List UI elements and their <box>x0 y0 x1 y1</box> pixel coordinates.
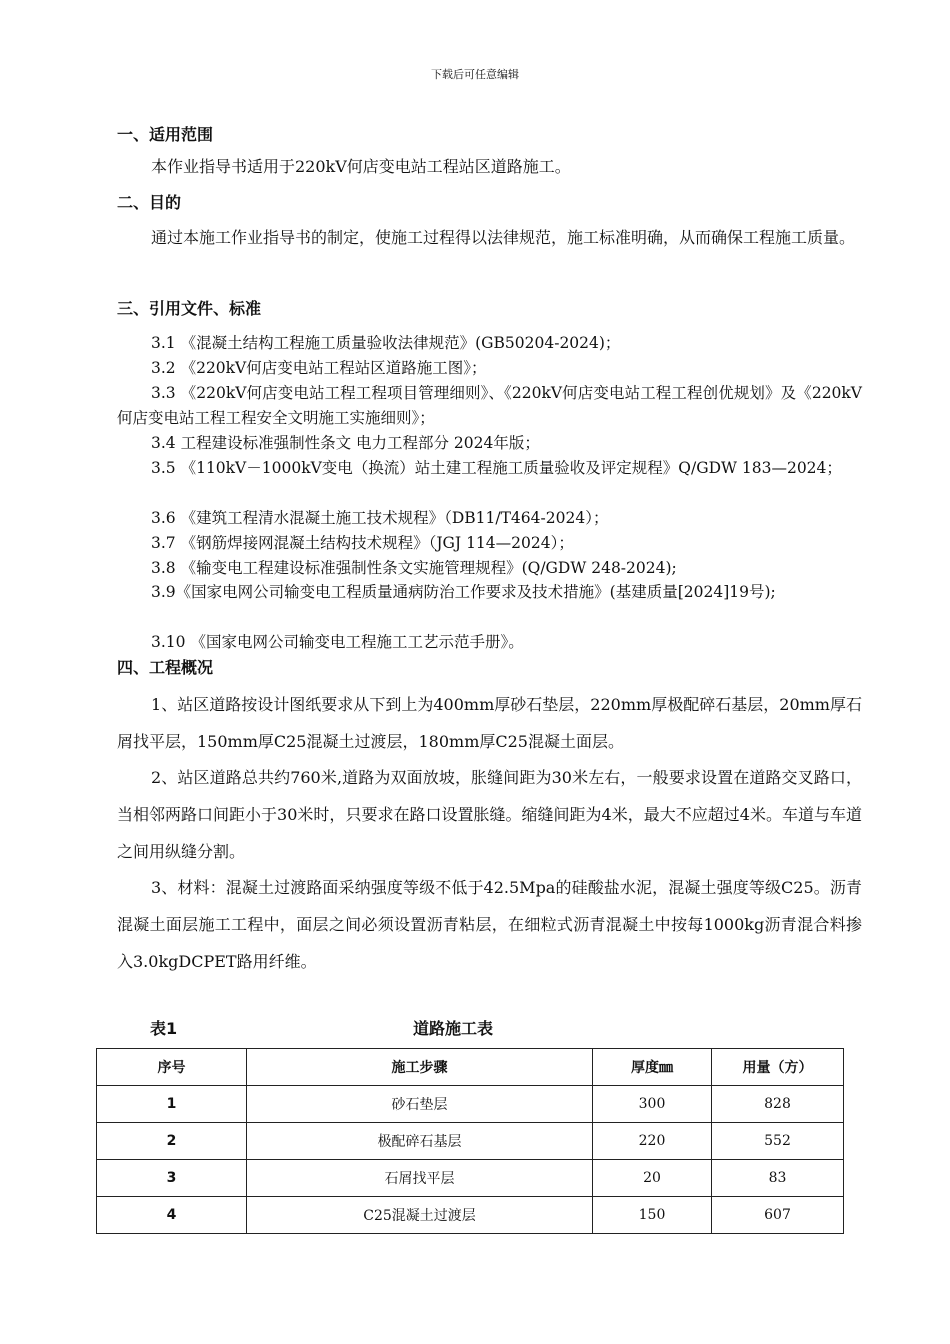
step-cell: 石屑找平层 <box>247 1160 593 1197</box>
step-cell: 砂石垫层 <box>247 1086 593 1123</box>
overview-paragraph-3: 3、材料：混凝土过渡路面采纳强度等级不低于42.5Mpa的硅酸盐水泥，混凝土强度等级C25。沥青混凝土面层施工工程中，面层之间必须设置沥青粘层，在细粒式沥青混凝土中按每1000kg沥青混合料掺入3.0kgDCPET路用纤维。 <box>117 878 862 971</box>
reference-item: 3.9《国家电网公司输变电工程质量通病防治工作要求及技术措施》(基建质量[2024]19号); <box>151 583 776 601</box>
column-header: 用量（方） <box>712 1049 844 1086</box>
quantity-cell: 83 <box>712 1160 844 1197</box>
section-3-heading: 三、引用文件、标准 <box>117 299 262 318</box>
section-1-heading: 一、适用范围 <box>117 125 214 144</box>
quantity-cell: 607 <box>712 1197 844 1234</box>
section-1-text: 本作业指导书适用于220kV何店变电站工程站区道路施工。 <box>151 157 571 176</box>
reference-item: 3.2 《220kV何店变电站工程站区道路施工图》； <box>151 359 487 377</box>
row-number: 1 <box>97 1086 247 1123</box>
table-title: 道路施工表 <box>413 1019 494 1038</box>
thickness-cell: 220 <box>593 1123 712 1160</box>
section-2-text: 通过本施工作业指导书的制定，使施工过程得以法律规范，施工标准明确，从而确保工程施工质量。 <box>151 228 856 247</box>
thickness-cell: 20 <box>593 1160 712 1197</box>
road-construction-table <box>96 1048 844 1234</box>
table-row <box>97 1160 844 1197</box>
column-header: 序号 <box>97 1049 247 1086</box>
reference-item: 3.4 工程建设标准强制性条文 电力工程部分 2024年版； <box>151 434 540 452</box>
reference-item: 3.5 《110kV－1000kV变电（换流）站土建工程施工质量验收及评定规程》Q/GDW 183—2024； <box>151 459 842 477</box>
thickness-cell: 150 <box>593 1197 712 1234</box>
table-row <box>97 1086 844 1123</box>
thickness-cell: 300 <box>593 1086 712 1123</box>
step-cell: C25混凝土过渡层 <box>247 1197 593 1234</box>
reference-item: 3.7 《钢筋焊接网混凝土结构技术规程》（JGJ 114—2024）； <box>151 534 574 552</box>
table-header-row <box>97 1049 844 1086</box>
section-4-heading: 四、工程概况 <box>117 658 214 677</box>
page-header: 下载后可任意编辑 <box>431 68 519 81</box>
table-row <box>97 1123 844 1160</box>
row-number: 4 <box>97 1197 247 1234</box>
section-2-heading: 二、目的 <box>117 193 182 212</box>
quantity-cell: 828 <box>712 1086 844 1123</box>
reference-item: 3.3 《220kV何店变电站工程工程项目管理细则》、《220kV何店变电站工程工程创优规划》及《220kV何店变电站工程工程安全文明施工实施细则》； <box>117 384 862 427</box>
quantity-cell: 552 <box>712 1123 844 1160</box>
reference-item: 3.10 《国家电网公司输变电工程施工工艺示范手册》。 <box>151 633 524 651</box>
column-header: 厚度㎜ <box>593 1049 712 1086</box>
column-header: 施工步骤 <box>247 1049 593 1086</box>
step-cell: 极配碎石基层 <box>247 1123 593 1160</box>
reference-item: 3.6 《建筑工程清水混凝土施工技术规程》（DB11/T464-2024）； <box>151 509 609 527</box>
row-number: 3 <box>97 1160 247 1197</box>
overview-paragraph-2: 2、站区道路总共约760米,道路为双面放坡，胀缝间距为30米左右，一般要求设置在道路交叉路口，当相邻两路口间距小于30米时，只要求在路口设置胀缝。缩缝间距为4米，最大不应超过4米。车道与车道之间用纵缝分割。 <box>117 768 862 861</box>
row-number: 2 <box>97 1123 247 1160</box>
reference-item: 3.8 《输变电工程建设标准强制性条文实施管理规程》(Q/GDW 248-2024); <box>151 559 677 577</box>
table-row <box>97 1197 844 1234</box>
table-label: 表1 <box>150 1019 178 1038</box>
overview-paragraph-1: 1、站区道路按设计图纸要求从下到上为400mm厚砂石垫层，220mm厚极配碎石基层，20mm厚石屑找平层，150mm厚C25混凝土过渡层，180mm厚C25混凝土面层。 <box>117 695 862 751</box>
reference-item: 3.1 《混凝土结构工程施工质量验收法律规范》(GB50204-2024)； <box>151 334 621 352</box>
